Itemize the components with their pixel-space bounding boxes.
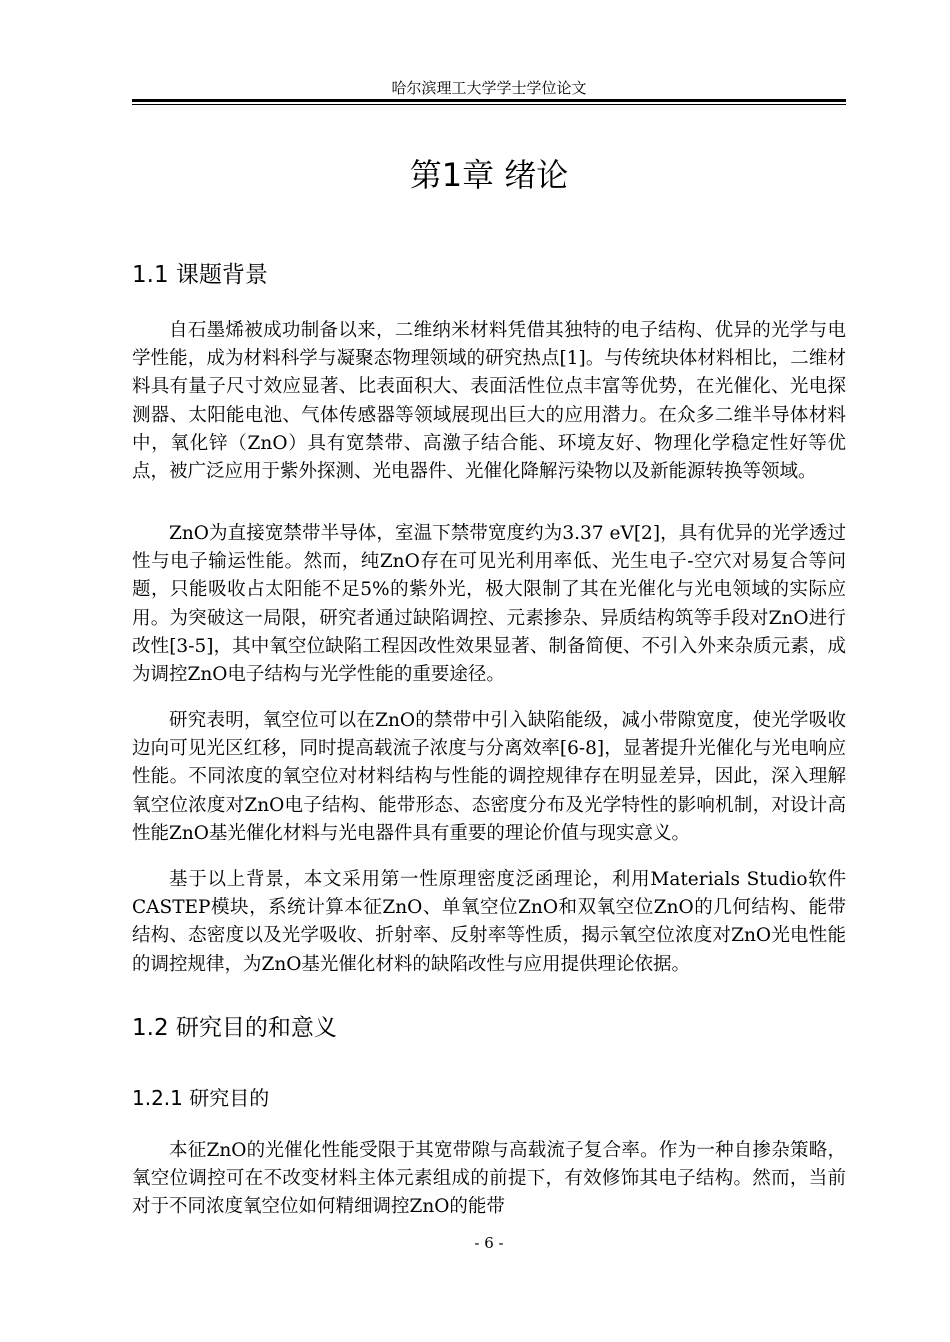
section-heading-1-2: 1.2 研究目的和意义 <box>132 1015 337 1041</box>
page-number: - 6 - <box>474 1234 504 1252</box>
paragraph-background-2: ZnO为直接宽禁带半导体，室温下禁带宽度约为3.37 eV[2]，具有优异的光学透过性与电子输运性能。然而，纯ZnO存在可见光利用率低、光生电子-空穴对易复合等问题，只能吸收占太阳能不足5%的紫外光，极大限制了其在光催化与光电领域的实际应用。为突破这一局限，研究者通过缺陷调控、元素掺杂、异质结构筑等手段对ZnO进行改性[3-5]，其中氧空位缺陷工程因改性效果显著、制备简便、不引入外来杂质元素，成为调控ZnO电子结构与光学性能的重要途径。 <box>132 523 846 686</box>
chapter-title: 第1章 绪论 <box>409 156 569 194</box>
header-rule-thin <box>132 104 846 105</box>
header-rule-thick <box>132 99 846 102</box>
paragraph-background-4: 基于以上背景，本文采用第一性原理密度泛函理论，利用Materials Studio软件CASTEP模块，系统计算本征ZnO、单氧空位ZnO和双氧空位ZnO的几何结构、能带结构、态密度以及光学吸收、折射率、反射率等性质，揭示氧空位浓度对ZnO光电性能的调控规律，为ZnO基光催化材料的缺陷改性与应用提供理论依据。 <box>132 869 846 975</box>
subsection-heading-1-2-1: 1.2.1 研究目的 <box>132 1086 270 1110</box>
paragraph-background-1: 自石墨烯被成功制备以来，二维纳米材料凭借其独特的电子结构、优异的光学与电学性能，成为材料科学与凝聚态物理领域的研究热点[1]。与传统块体材料相比，二维材料具有量子尺寸效应显著、比表面积大、表面活性位点丰富等优势，在光催化、光电探测器、太阳能电池、气体传感器等领域展现出巨大的应用潜力。在众多二维半导体材料中，氧化锌（ZnO）具有宽禁带、高激子结合能、环境友好、物理化学稳定性好等优点，被广泛应用于紫外探测、光电器件、光催化降解污染物以及新能源转换等领域。 <box>132 320 846 483</box>
paragraph-background-3: 研究表明，氧空位可以在ZnO的禁带中引入缺陷能级，减小带隙宽度，使光学吸收边向可见光区红移，同时提高载流子浓度与分离效率[6-8]，显著提升光催化与光电响应性能。不同浓度的氧空位对材料结构与性能的调控规律存在明显差异，因此，深入理解氧空位浓度对ZnO电子结构、能带形态、态密度分布及光学特性的影响机制，对设计高性能ZnO基光催化材料与光电器件具有重要的理论价值与现实意义。 <box>132 710 846 844</box>
running-header: 哈尔滨理工大学学士学位论文 <box>391 79 587 97</box>
paragraph-purpose-1: 本征ZnO的光催化性能受限于其宽带隙与高载流子复合率。作为一种自掺杂策略，氧空位调控可在不改变材料主体元素组成的前提下，有效修饰其电子结构。然而，当前对于不同浓度氧空位如何精细调控ZnO的能带 <box>132 1140 846 1218</box>
section-heading-1-1: 1.1 课题背景 <box>132 262 268 288</box>
